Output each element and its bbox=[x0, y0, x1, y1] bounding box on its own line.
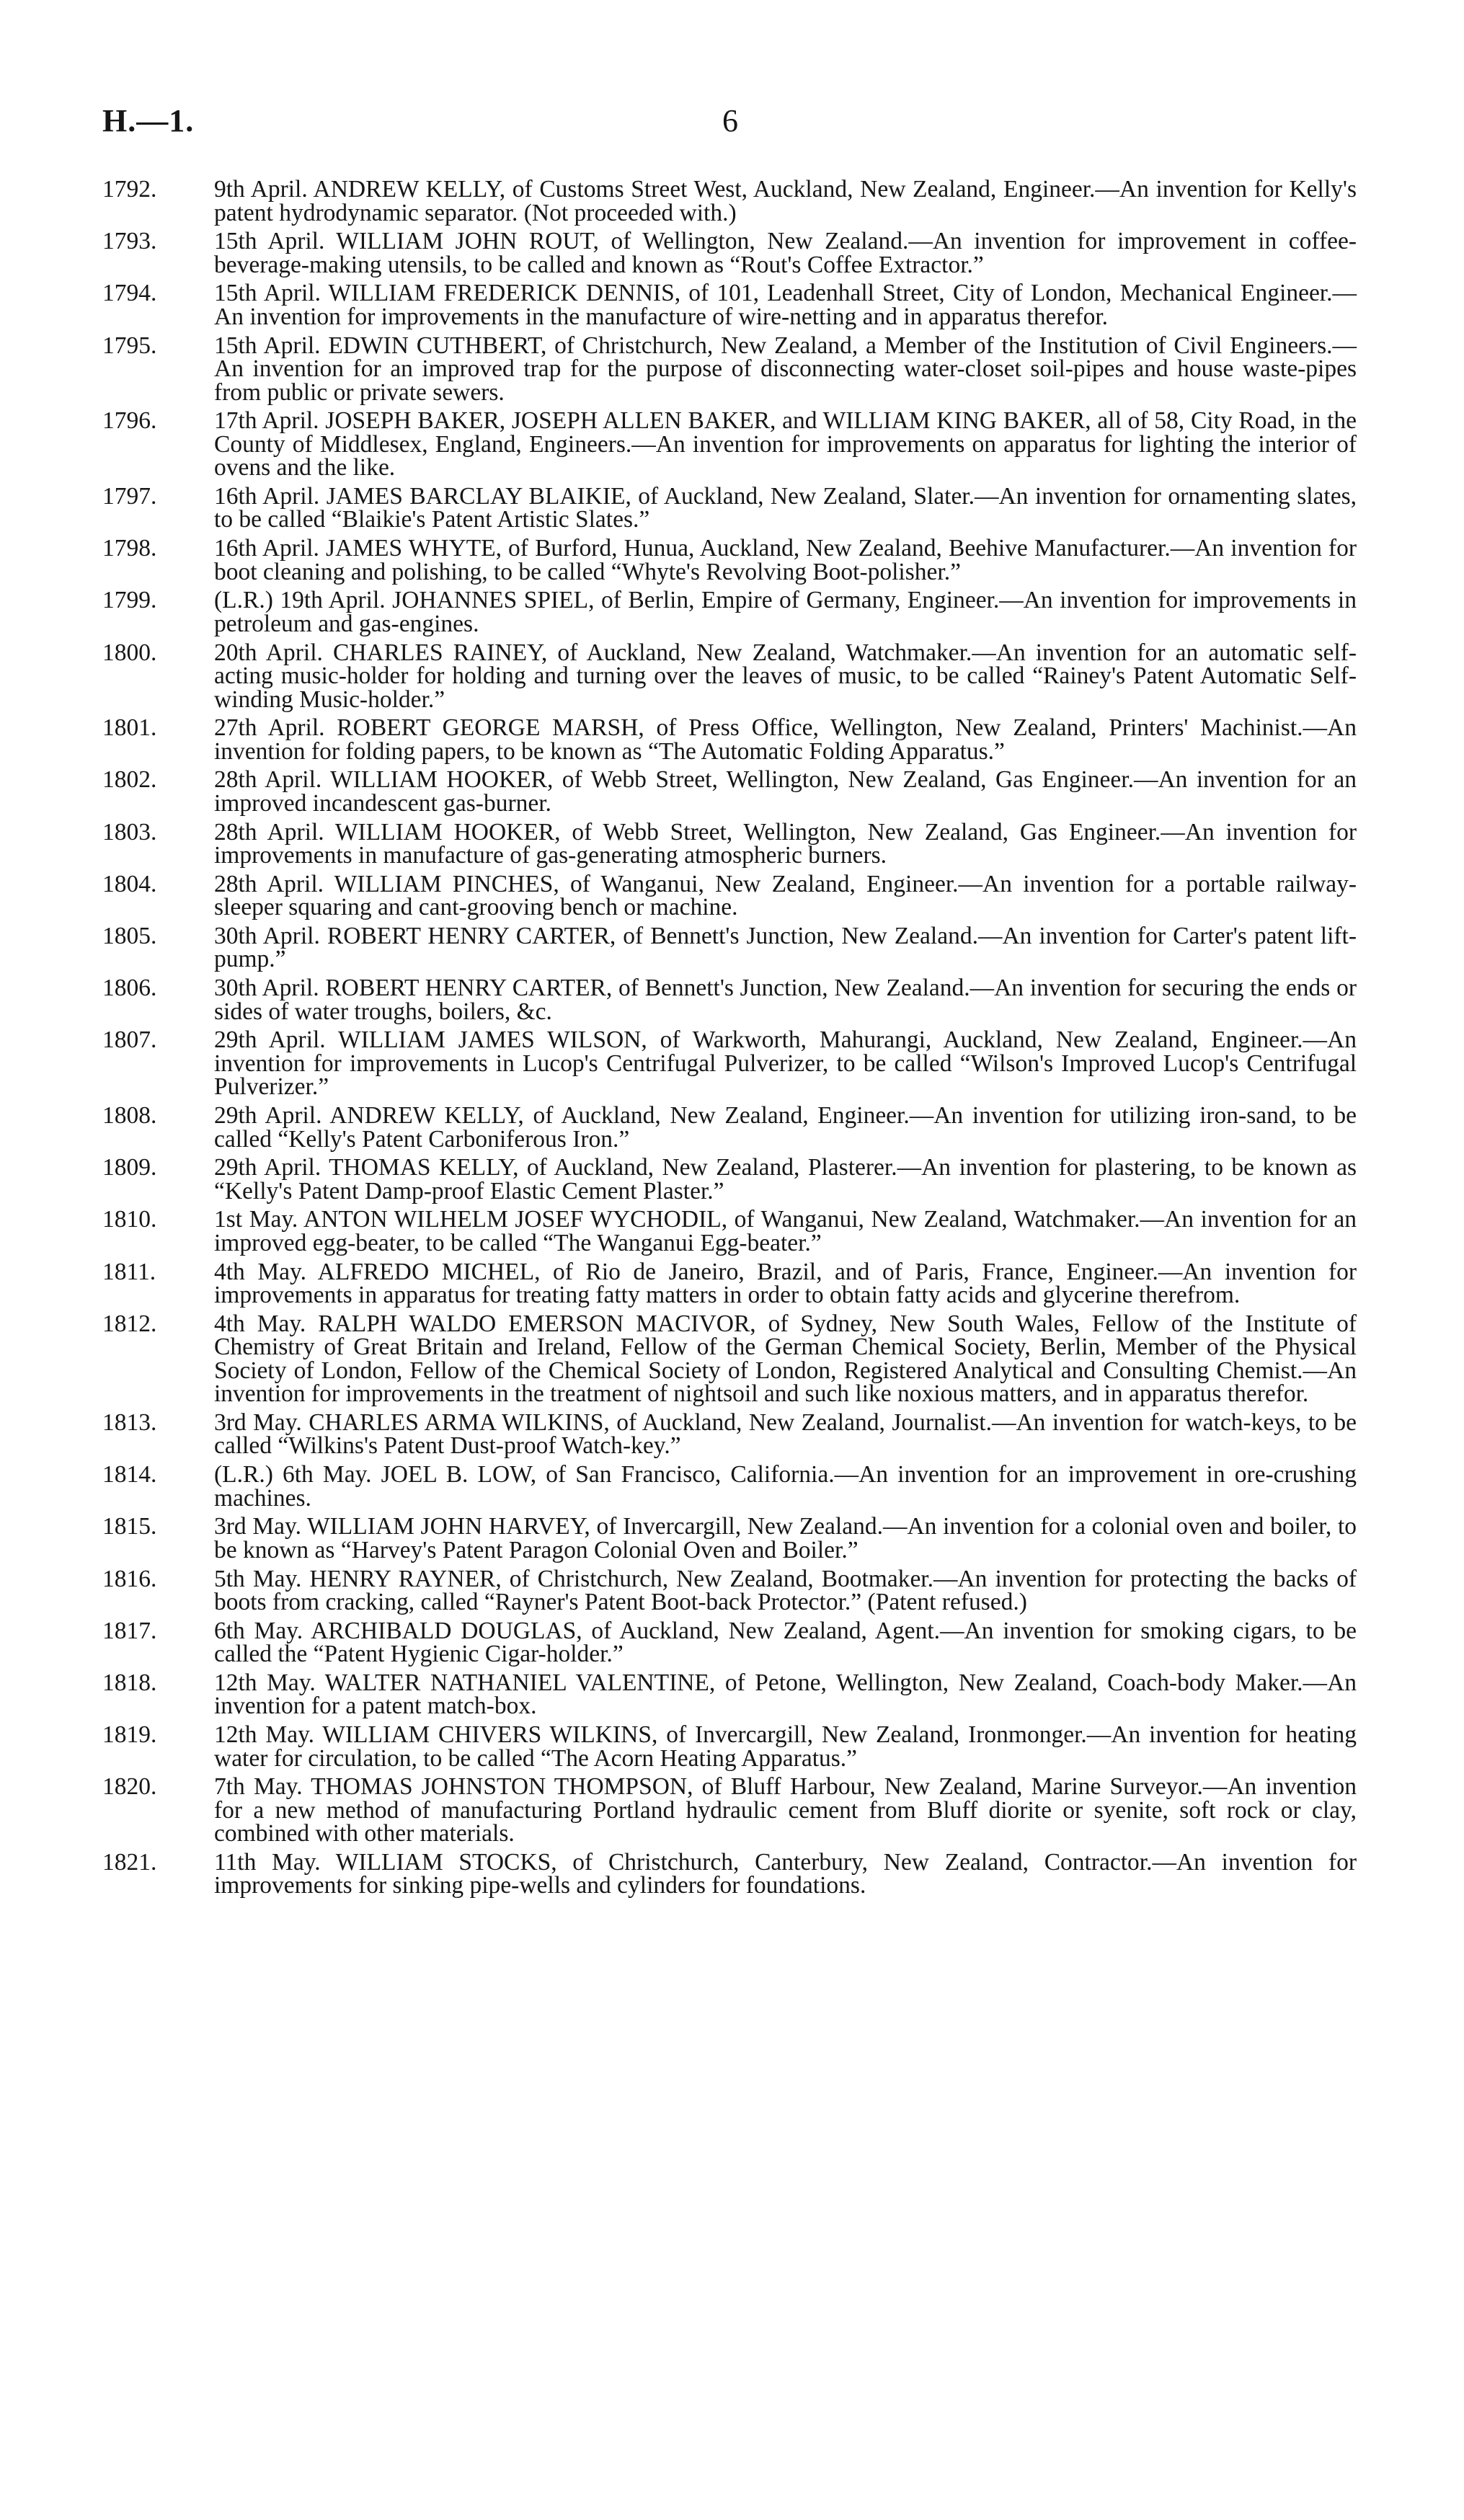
entry-text: 16th April. JAMES WHYTE, of Burford, Hunua, Auckland, New Zealand, Beehive Manufacturer.—An invention for boot cleaning and polishing, to be called “Whyte's Revolving Boot-polisher.” bbox=[214, 535, 1357, 585]
entry-number: 1797. bbox=[102, 482, 157, 510]
entry-number: 1794. bbox=[102, 280, 157, 307]
patent-entry bbox=[102, 1026, 1357, 1101]
entry-text: 15th April. WILLIAM JOHN ROUT, of Wellington, New Zealand.—An invention for improvement in coffee-beverage-making utensils, to be called and known as “Rout's Coffee Extractor.” bbox=[214, 228, 1357, 278]
entry-number: 1806. bbox=[102, 975, 157, 1002]
patent-entry bbox=[102, 1617, 1357, 1668]
entry-text: 5th May. HENRY RAYNER, of Christchurch, New Zealand, Bootmaker.—An invention for protecting the backs of boots from cracking, called “Rayner's Patent Boot-back Protector.” (Patent refused.) bbox=[214, 1565, 1357, 1615]
entry-number: 1799. bbox=[102, 587, 157, 614]
entry-number: 1810. bbox=[102, 1206, 157, 1233]
entry-text: 29th April. WILLIAM JAMES WILSON, of Warkworth, Mahurangi, Auckland, New Zealand, Engineer.—An invention for improvements in Lucop's Centrifugal Pulverizer, to be called “Wilson's Improved Lucop's Centrifugal Pulverizer.” bbox=[214, 1026, 1357, 1101]
entry-text: 17th April. JOSEPH BAKER, JOSEPH ALLEN BAKER, and WILLIAM KING BAKER, all of 58, City Road, in the County of Middlesex, England, Engineers.—An invention for improvements on apparatus for lighting the interior of ovens and the like. bbox=[214, 407, 1357, 482]
patent-entry bbox=[102, 230, 1357, 277]
entry-text: 3rd May. WILLIAM JOHN HARVEY, of Invercargill, New Zealand.—An invention for a colonial oven and boiler, to be known as “Harvey's Patent Paragon Colonial Oven and Boiler.” bbox=[214, 1513, 1357, 1563]
entry-text: 4th May. RALPH WALDO EMERSON MACIVOR, of Sydney, New South Wales, Fellow of the Institute of Chemistry of Great Britain and Ireland, Fellow of the German Chemical Society, Berlin, Member of the Physical Society of London, Fellow of the Chemical Society of London, Registered Analytical and Consulting Chemist.—An invention for improvements in the treatment of nightsoil and such like noxious matters, and in apparatus therefor. bbox=[214, 1310, 1357, 1408]
entry-text: 27th April. ROBERT GEORGE MARSH, of Press Office, Wellington, New Zealand, Printers' Machinist.—An invention for folding papers, to be known as “The Automatic Folding Apparatus.” bbox=[214, 714, 1357, 765]
entry-number: 1793. bbox=[102, 228, 157, 255]
entry-number: 1795. bbox=[102, 332, 157, 359]
patent-entry bbox=[102, 1310, 1357, 1408]
patent-entry bbox=[102, 178, 1357, 225]
patent-entry bbox=[102, 818, 1357, 869]
entry-number: 1816. bbox=[102, 1565, 157, 1592]
patent-entry bbox=[102, 537, 1357, 584]
patent-entry bbox=[102, 1408, 1357, 1460]
entry-text: 16th April. JAMES BARCLAY BLAIKIE, of Auckland, New Zealand, Slater.—An invention for ornamenting slates, to be called “Blaikie's Patent Artistic Slates.” bbox=[214, 482, 1357, 533]
patent-entry bbox=[102, 1848, 1357, 1899]
entry-number: 1819. bbox=[102, 1721, 157, 1749]
patent-entry bbox=[102, 1156, 1357, 1203]
entry-text: 1st May. ANTON WILHELM JOSEF WYCHODIL, of Wanganui, New Zealand, Watchmaker.—An invention for an improved egg-beater, to be called “The Wanganui Egg-beater.” bbox=[214, 1206, 1357, 1256]
entry-number: 1796. bbox=[102, 407, 157, 435]
patent-entry bbox=[102, 282, 1357, 329]
patent-entry bbox=[102, 1104, 1357, 1151]
entry-text: 6th May. ARCHIBALD DOUGLAS, of Auckland, New Zealand, Agent.—An invention for smoking cigars, to be called the “Patent Hygienic Cigar-holder.” bbox=[214, 1617, 1357, 1668]
entry-text: 9th April. ANDREW KELLY, of Customs Street West, Auckland, New Zealand, Engineer.—An invention for Kelly's patent hydrodynamic separator. (Not proceeded with.) bbox=[214, 176, 1357, 226]
entry-number: 1811. bbox=[102, 1258, 156, 1285]
entry-text: 4th May. ALFREDO MICHEL, of Rio de Janeiro, Brazil, and of Paris, France, Engineer.—An invention for improvements in apparatus for treating fatty matters in order to obtain fatty acids and glycerine therefrom. bbox=[214, 1258, 1357, 1309]
patent-entry bbox=[102, 1775, 1357, 1846]
entry-number: 1821. bbox=[102, 1848, 157, 1876]
entry-number: 1812. bbox=[102, 1310, 157, 1337]
entry-number: 1802. bbox=[102, 766, 157, 794]
entry-text: (L.R.) 19th April. JOHANNES SPIEL, of Berlin, Empire of Germany, Engineer.—An invention for improvements in petroleum and gas-engines. bbox=[214, 587, 1357, 637]
entry-text: 12th May. WALTER NATHANIEL VALENTINE, of Petone, Wellington, New Zealand, Coach-body Maker.—An invention for a patent match-box. bbox=[214, 1669, 1357, 1720]
entry-number: 1813. bbox=[102, 1408, 157, 1436]
entry-number: 1805. bbox=[102, 922, 157, 949]
entry-text: 12th May. WILLIAM CHIVERS WILKINS, of Invercargill, New Zealand, Ironmonger.—An invention for heating water for circulation, to be called “The Acorn Heating Apparatus.” bbox=[214, 1721, 1357, 1772]
patent-entry bbox=[102, 977, 1357, 1024]
patent-entry bbox=[102, 589, 1357, 636]
entry-text: 29th April. THOMAS KELLY, of Auckland, New Zealand, Plasterer.—An invention for plastering, to be known as “Kelly's Patent Damp-proof Elastic Cement Plaster.” bbox=[214, 1154, 1357, 1204]
entry-text: 3rd May. CHARLES ARMA WILKINS, of Auckland, New Zealand, Journalist.—An invention for watch-keys, to be called “Wilkins's Patent Dust-proof Watch-key.” bbox=[214, 1408, 1357, 1460]
patent-entry bbox=[102, 334, 1357, 405]
entry-text: 28th April. WILLIAM HOOKER, of Webb Street, Wellington, New Zealand, Gas Engineer.—An invention for an improved incandescent gas-burner. bbox=[214, 766, 1357, 817]
patent-entry bbox=[102, 639, 1357, 713]
entry-number: 1798. bbox=[102, 535, 157, 562]
page-number: 6 bbox=[722, 103, 738, 138]
patent-entries-list bbox=[102, 178, 1357, 1903]
page-header bbox=[102, 102, 1357, 146]
entry-number: 1817. bbox=[102, 1617, 157, 1644]
entry-text: 30th April. ROBERT HENRY CARTER, of Bennett's Junction, New Zealand.—An invention for Carter's patent lift-pump.” bbox=[214, 922, 1357, 973]
patent-entry bbox=[102, 870, 1357, 921]
patent-entry bbox=[102, 1723, 1357, 1770]
patent-entry bbox=[102, 1258, 1357, 1309]
patent-entry bbox=[102, 1565, 1357, 1615]
entry-text: 11th May. WILLIAM STOCKS, of Christchurch, Canterbury, New Zealand, Contractor.—An invention for improvements for sinking pipe-wells and cylinders for foundations. bbox=[214, 1848, 1357, 1899]
patent-entry bbox=[102, 922, 1357, 973]
entry-text: 7th May. THOMAS JOHNSTON THOMPSON, of Bluff Harbour, New Zealand, Marine Surveyor.—An invention for a new method of manufacturing Portland hydraulic cement from Bluff diorite or syenite, soft rock or clay, combined with other materials. bbox=[214, 1773, 1357, 1847]
entry-number: 1809. bbox=[102, 1154, 157, 1181]
entry-text: 29th April. ANDREW KELLY, of Auckland, New Zealand, Engineer.—An invention for utilizing iron-sand, to be called “Kelly's Patent Carboniferous Iron.” bbox=[214, 1102, 1357, 1153]
entry-number: 1820. bbox=[102, 1773, 157, 1801]
patent-entry bbox=[102, 716, 1357, 763]
entry-text: 20th April. CHARLES RAINEY, of Auckland, New Zealand, Watchmaker.—An invention for an automatic self-acting music-holder for holding and turning over the leaves of music, to be called “Rainey's Patent Automatic Self-winding Music-holder.” bbox=[214, 639, 1357, 713]
entry-text: 28th April. WILLIAM PINCHES, of Wanganui, New Zealand, Engineer.—An invention for a portable railway-sleeper squaring and cant-grooving bench or machine. bbox=[214, 870, 1357, 921]
patent-entry bbox=[102, 1669, 1357, 1720]
entry-text: 15th April. WILLIAM FREDERICK DENNIS, of 101, Leadenhall Street, City of London, Mechanical Engineer.—An invention for improvements in the manufacture of wire-netting and in apparatus therefor. bbox=[214, 280, 1357, 330]
entry-text: 30th April. ROBERT HENRY CARTER, of Bennett's Junction, New Zealand.—An invention for securing the ends or sides of water troughs, boilers, &c. bbox=[214, 975, 1357, 1025]
entry-text: 28th April. WILLIAM HOOKER, of Webb Street, Wellington, New Zealand, Gas Engineer.—An invention for improvements in manufacture of gas-generating atmospheric burners. bbox=[214, 818, 1357, 869]
document-reference: H.—1. bbox=[102, 103, 195, 138]
entry-number: 1801. bbox=[102, 714, 157, 742]
patent-entry bbox=[102, 409, 1357, 480]
entry-number: 1804. bbox=[102, 870, 157, 897]
entry-number: 1803. bbox=[102, 818, 157, 846]
entry-number: 1814. bbox=[102, 1461, 157, 1489]
entry-number: 1807. bbox=[102, 1026, 157, 1054]
patent-entry bbox=[102, 1463, 1357, 1510]
entry-number: 1818. bbox=[102, 1669, 157, 1696]
entry-number: 1808. bbox=[102, 1102, 157, 1129]
patent-entry bbox=[102, 482, 1357, 533]
patent-entry bbox=[102, 1208, 1357, 1255]
entry-text: (L.R.) 6th May. JOEL B. LOW, of San Francisco, California.—An invention for an improvement in ore-crushing machines. bbox=[214, 1461, 1357, 1512]
entry-number: 1792. bbox=[102, 176, 157, 203]
entry-number: 1800. bbox=[102, 639, 157, 666]
entry-number: 1815. bbox=[102, 1513, 157, 1540]
entry-text: 15th April. EDWIN CUTHBERT, of Christchurch, New Zealand, a Member of the Institution of Civil Engineers.—An invention for an improved trap for the purpose of disconnecting water-closet soil-pipes and house waste-pipes from public or private sewers. bbox=[214, 332, 1357, 406]
patent-entry bbox=[102, 1515, 1357, 1562]
patent-entry bbox=[102, 768, 1357, 815]
